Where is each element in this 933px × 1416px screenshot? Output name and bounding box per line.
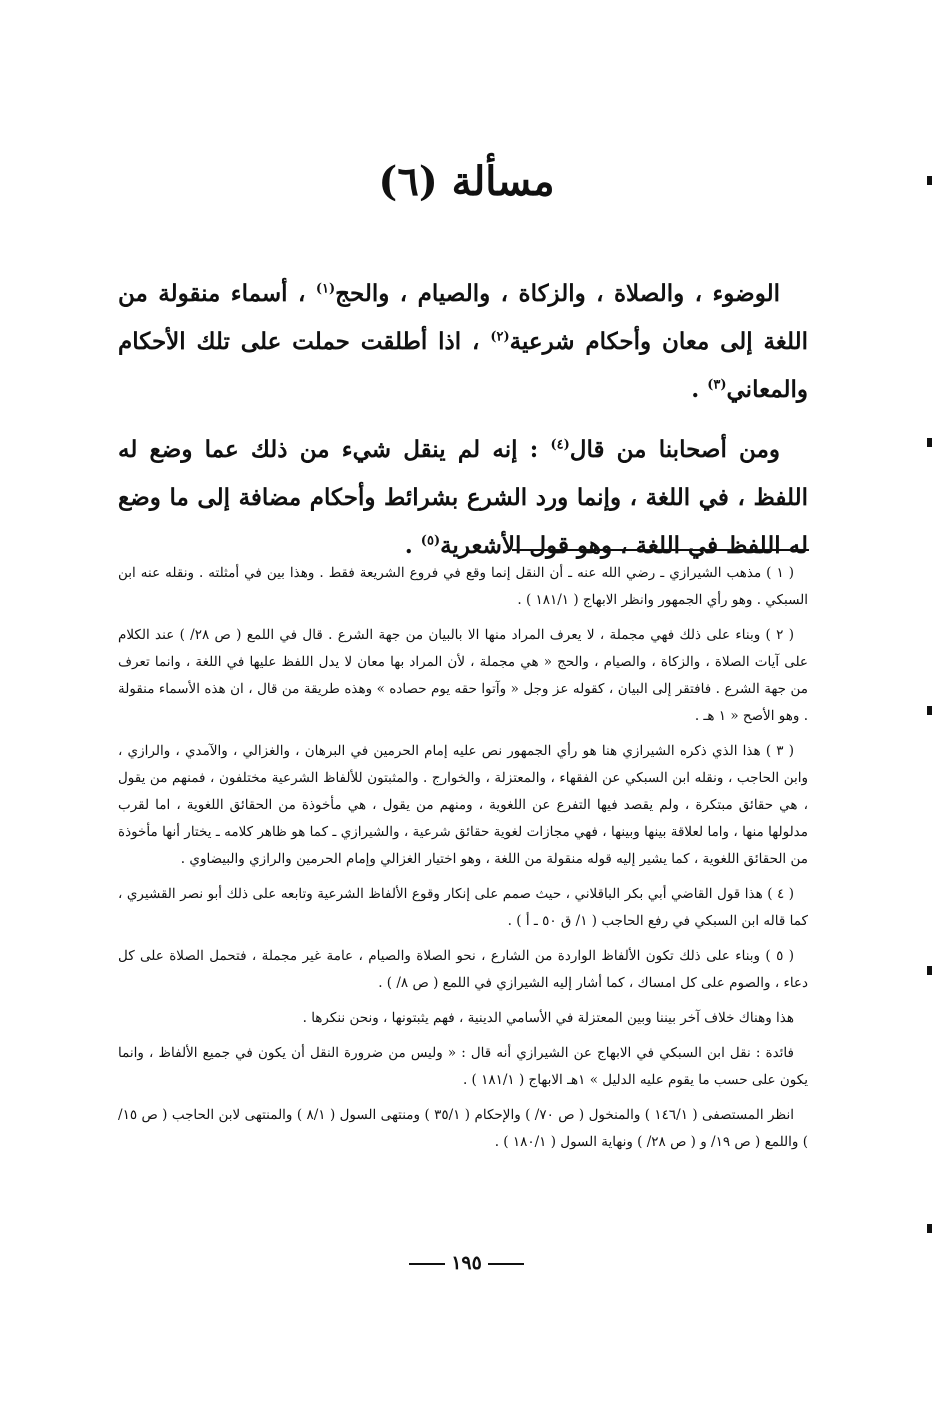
main-text-segment: الوضوء ، والصلاة ، والزكاة ، والصيام ، والحج [335, 280, 780, 307]
footnote-1: ( ١ ) مذهب الشيرازي ـ رضي الله عنه ـ أن النقل إنما وقع في فروع الشريعة فقط . وهذا بين في أمثلته . ونقله عنه ابن السبكي . وهو رأي الجمهور وانظر الابهاج ( ١٨١/١ ) . [118, 565, 808, 608]
margin-mark [927, 1224, 932, 1233]
main-text-segment: ، اذا أطلقت حملت على تلك الأحكام والمعاني [118, 328, 808, 403]
margin-mark [927, 438, 932, 447]
margin-mark [927, 176, 932, 185]
footnote-3: ( ٣ ) هذا الذي ذكره الشيرازي هنا هو رأي الجمهور نص عليه إمام الحرمين في البرهان ، والغزالي ، والآمدي ، والرازي ، وابن الحاجب ، ونقله ابن السبكي عن الفقهاء ، والمعتزلة ، والخوارج . والمثبتون للألفاظ الشرعية مختلفون ، فمنهم من يقول ، هي حقائق مبتكرة ، ولم يقصد فيها التفرع عن اللغوية ، ومنهم من يقول ، هي مأخوذة من الحقائق اللغوية ، اما لقرب مدلولها منها ، واما لعلاقة بينها وبينها ، فهي مجازات لغوية حقائق شرعية ، والشيرازي ـ كما هو ظاهر كلامه ـ يختار أنها مأخوذة من الحقائق اللغوية ، كما يشير إليه قوله منقولة من اللغة ، وهو اختيار الغزالي وإمام الحرمين والرازي والبيضاوي . [118, 743, 808, 867]
main-text-segment: . [404, 532, 421, 559]
footnote-5: ( ٥ ) وبناء على ذلك تكون الألفاظ الواردة من الشارع ، نحو الصلاة والصيام ، عامة غير مجملة ، فتحمل الصلاة على كل دعاء ، والصوم على كل امساك ، كما أشار إليه الشيرازي في اللمع ( ص ٨/ ) . [118, 948, 808, 991]
footnote-note: هذا وهناك خلاف آخر بيننا وبين المعتزلة في الأسامي الدينية ، فهم يثبتونها ، ونحن ننكرها . [302, 1010, 794, 1026]
page-number-line [0, 1248, 933, 1278]
footnote-benefit: فائدة : نقل ابن السبكي في الابهاج عن الشيرازي أنه قال : « وليس من ضرورة النقل أن يكون في جميع الألفاظ ، وانما يكون على حسب ما يقوم عليه الدليل » ١هـ الابهاج ( ١٨١/١ ) . [118, 1045, 808, 1088]
main-text-segment: ومن أصحابنا من قال [569, 436, 780, 463]
main-text-segment: : إنه لم ينقل شيء من ذلك عما وضع له اللفظ ، في اللغة ، وإنما ورد الشرع بشرائط وأحكام مضافة إلى ما وضع له اللفظ في اللغة ، وهو قول الأشعرية [118, 436, 808, 559]
footnote-ref-1: (١) [315, 281, 336, 297]
dash-left [488, 1263, 524, 1265]
section-heading: مسألة (٦) [378, 158, 555, 205]
main-text-segment: ، أسماء منقولة من اللغة إلى معان وأحكام شرعية [118, 280, 808, 355]
margin-mark [927, 706, 932, 715]
main-text [118, 270, 808, 582]
footnote-divider [512, 549, 809, 551]
dash-right [409, 1263, 445, 1265]
margin-mark [927, 966, 932, 975]
footnote-ref-3: (٣) [707, 377, 727, 393]
footnote-ref-5: (٥) [420, 533, 441, 549]
footnote-2: ( ٢ ) وبناء على ذلك فهي مجملة ، لا يعرف المراد منها الا بالبيان من جهة الشرع . قال في اللمع ( ص ٢٨/ ) عند الكلام على آيات الصلاة ، والزكاة ، والصيام ، والحج « هي مجملة ، لأن المراد بها معان لا يدل اللفظ عليها في اللغة ، وانما تعرف من جهة الشرع . فافتقر إلى البيان ، كقوله عز وجل « وآتوا حقه يوم حصاده » وهذه طريقة من قال ، ان هذه الأسماء منقولة . وهو الأصح « ١ هـ . [118, 627, 808, 724]
footnote-references: انظر المستصفى ( ١٤٦/١ ) والمنخول ( ص ٧٠/ ) والإحكام ( ٣٥/١ ) ومنتهى السول ( ٨/١ ) والمنتهى لابن الحاجب ( ص ١٥/ ) واللمع ( ص ١٩/ و ( ص ٢٨/ ) ونهاية السول ( ١٨٠/١ ) . [118, 1107, 808, 1150]
main-text-segment: . [691, 376, 708, 403]
main-paragraph [118, 270, 808, 414]
footnote-ref-2: (٢) [490, 329, 510, 345]
page-number: ١٩٥ [451, 1252, 482, 1274]
footnote-ref-4: (٤) [550, 437, 570, 453]
footnote-4: ( ٤ ) هذا قول القاضي أبي بكر الباقلاني ، حيث صمم على إنكار وقوع الألفاظ الشرعية وتابعه على ذلك أبو نصر القشيري ، كما قاله ابن السبكي في رفع الحاجب ( ١/ ق ٥٠ ـ أ ) . [118, 886, 808, 929]
footnotes [118, 560, 808, 1164]
